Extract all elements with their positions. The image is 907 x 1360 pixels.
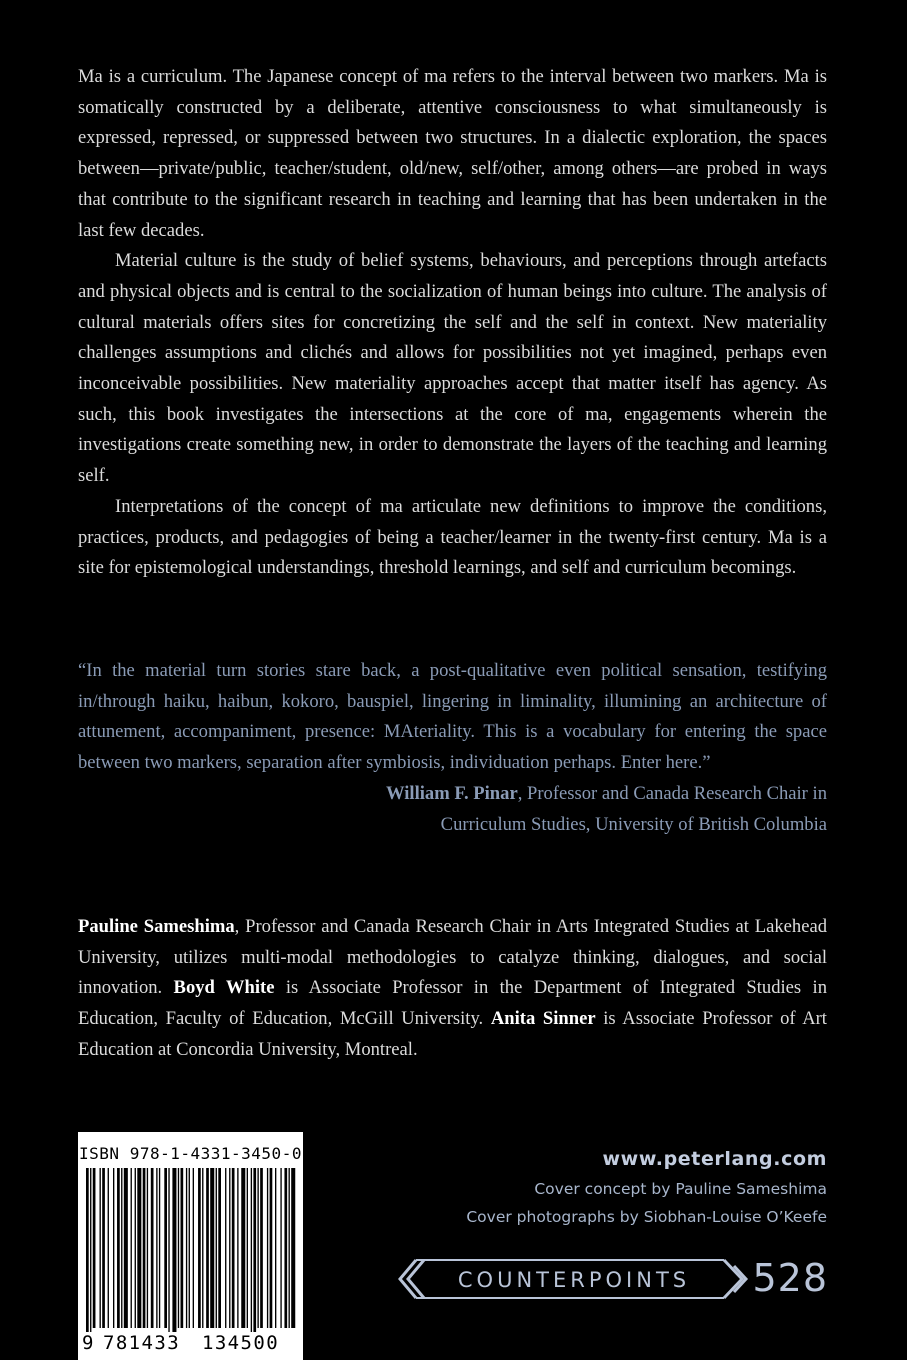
endorsement-attribution: [78, 779, 827, 810]
ean-right-digits: 134500: [202, 1332, 280, 1354]
barcode-bar: [100, 1168, 101, 1328]
barcode-bar: [186, 1168, 187, 1328]
author-bio-2: is Associate Professor in the Department of Integrated Studies in Education, Faculty of Education, McGill University.: [78, 977, 827, 1030]
barcode-bar: [289, 1168, 290, 1328]
barcode-bar: [267, 1168, 268, 1328]
barcode-bar: [189, 1168, 190, 1328]
barcode-bar: [124, 1168, 128, 1328]
barcode-bar: [86, 1168, 89, 1338]
barcode-bar: [117, 1168, 120, 1328]
barcode-bar: [280, 1168, 281, 1328]
isbn-label: ISBN 978-1-4331-3450-0: [79, 1144, 302, 1163]
barcode-bar: [275, 1168, 276, 1328]
barcode-bar: [135, 1168, 136, 1328]
barcode-bar: [232, 1168, 235, 1328]
barcode-bar: [216, 1168, 217, 1328]
barcode-bar: [102, 1168, 105, 1328]
description-paragraph-1: Ma is a curriculum. The Japanese concept of ma refers to the interval between two markers. Ma is somatically constructed by a deliberate, attentive consciousness to what simultaneously is expressed, repressed, or suppressed between two structures. In a dialectic exploration, the spaces between—private/public, teacher/student, old/new, self/other, among others—are probed in ways that contribute to the significant research in teaching and learning that has been undertaken in the last few decades.: [78, 66, 827, 241]
publisher-info: [466, 1148, 827, 1236]
endorsement-quote: “In the material turn stories stare back, a post-qualitative even political sensation, testifying in/through haiku, haibun, kokoro, bauspiel, lingering in liminality, illumining an architecture of attunement, accompaniment, presence: MAteriality. This is a vocabulary for entering the space between two markers, separation after symbiosis, individuation perhaps. Enter here.”: [78, 660, 827, 774]
endorser-name: William F. Pinar: [385, 782, 518, 804]
barcode-bar: [178, 1168, 179, 1328]
barcode-bar: [156, 1168, 157, 1328]
publisher-url[interactable]: www.peterlang.com: [602, 1148, 827, 1170]
barcode-bar: [172, 1168, 176, 1338]
barcode-bar: [193, 1168, 194, 1328]
endorser-title-line2: Curriculum Studies, University of British Columbia: [440, 813, 827, 835]
author-bio-3: is Associate Professor of Art Education at Concordia University, Montreal.: [78, 1008, 827, 1060]
barcode-bar: [260, 1168, 263, 1328]
barcode-bar: [241, 1168, 245, 1328]
barcode-bar: [198, 1168, 201, 1328]
barcode-bar: [253, 1168, 256, 1338]
counterpoints-logo: [398, 1258, 750, 1300]
barcode-bar: [143, 1168, 146, 1328]
barcode-bar: [229, 1168, 230, 1328]
barcode-bar: [225, 1168, 226, 1328]
barcode-bar: [108, 1168, 109, 1328]
barcode-bar: [151, 1168, 154, 1328]
ean-first-digit: 9: [82, 1332, 94, 1354]
barcode-bar: [164, 1168, 167, 1328]
barcode-bar: [137, 1168, 141, 1328]
author-bio-1: , Professor and Canada Research Chair in Arts Integrated Studies at Lakehead University, utilizes multi-modal methodologies to catalyze thinking, dialogues, and social innovation.: [78, 916, 827, 999]
barcode-bar: [121, 1168, 122, 1328]
barcode-bar: [131, 1168, 132, 1328]
series-logo: [398, 1256, 828, 1304]
barcode-bar: [237, 1168, 238, 1328]
barcode-bar: [251, 1168, 252, 1338]
barcode-bar: [147, 1168, 148, 1328]
bios-paragraph: [78, 912, 827, 1066]
barcode-bar: [210, 1168, 214, 1328]
endorsement: [78, 656, 827, 840]
cover-photo-credit: Cover photographs by Siobhan-Louise O’Keefe: [466, 1208, 827, 1226]
barcode-bar: [168, 1168, 169, 1338]
author-name-2: Boyd White: [173, 977, 275, 999]
description-paragraph-3: Interpretations of the concept of ma articulate new definitions to improve the conditions, practices, products, and pedagogies of being a teacher/learner in the twenty-first century. Ma is a site for epistemological understandings, threshold learnings, and self and curriculum becomings.: [78, 495, 827, 579]
author-bios: [78, 912, 827, 1066]
series-logo-text: COUNTERPOINTS: [457, 1268, 691, 1292]
description-paragraph-2: Material culture is the study of belief systems, behaviours, and perceptions through artefacts and physical objects and is central to the socialization of human beings into culture. The analysis of cultural materials offers sites for concretizing the self and the self in context. New materiality challenges assumptions and clichés and allows for possibilities not yet imagined, perhaps even inconceivable possibilities. New materiality approaches accept that matter itself has agency. As such, this book investigates the intersections at the core of ma, engagements wherein the investigations create something new, in order to demonstrate the layers of the teaching and learning self.: [78, 250, 827, 487]
barcode-bar: [159, 1168, 160, 1328]
barcode-bar: [270, 1168, 273, 1328]
barcode-bar: [90, 1168, 91, 1338]
author-name-3: Anita Sinner: [490, 1008, 596, 1030]
barcode-bar: [257, 1168, 258, 1328]
barcode-bar: [247, 1168, 248, 1328]
cover-concept-credit: Cover concept by Pauline Sameshima: [534, 1180, 827, 1198]
barcode-bar: [181, 1168, 184, 1328]
barcode-bar: [93, 1168, 96, 1328]
barcode-bar: [113, 1168, 114, 1328]
endorser-title-line1: , Professor and Canada Research Chair in: [517, 782, 827, 804]
barcode-bar: [206, 1168, 209, 1328]
barcode-bar: [218, 1168, 221, 1328]
ean-digits: [78, 1328, 303, 1358]
barcode-bar: [291, 1168, 295, 1328]
book-description: [78, 62, 827, 584]
isbn-barcode: [78, 1132, 303, 1360]
barcode-bar: [284, 1168, 287, 1328]
barcode-bar: [202, 1168, 203, 1328]
barcode-bars: [82, 1168, 298, 1338]
author-name-1: Pauline Sameshima: [78, 916, 235, 937]
series-number: 528: [752, 1256, 828, 1300]
ean-left-digits: 781433: [103, 1332, 181, 1354]
